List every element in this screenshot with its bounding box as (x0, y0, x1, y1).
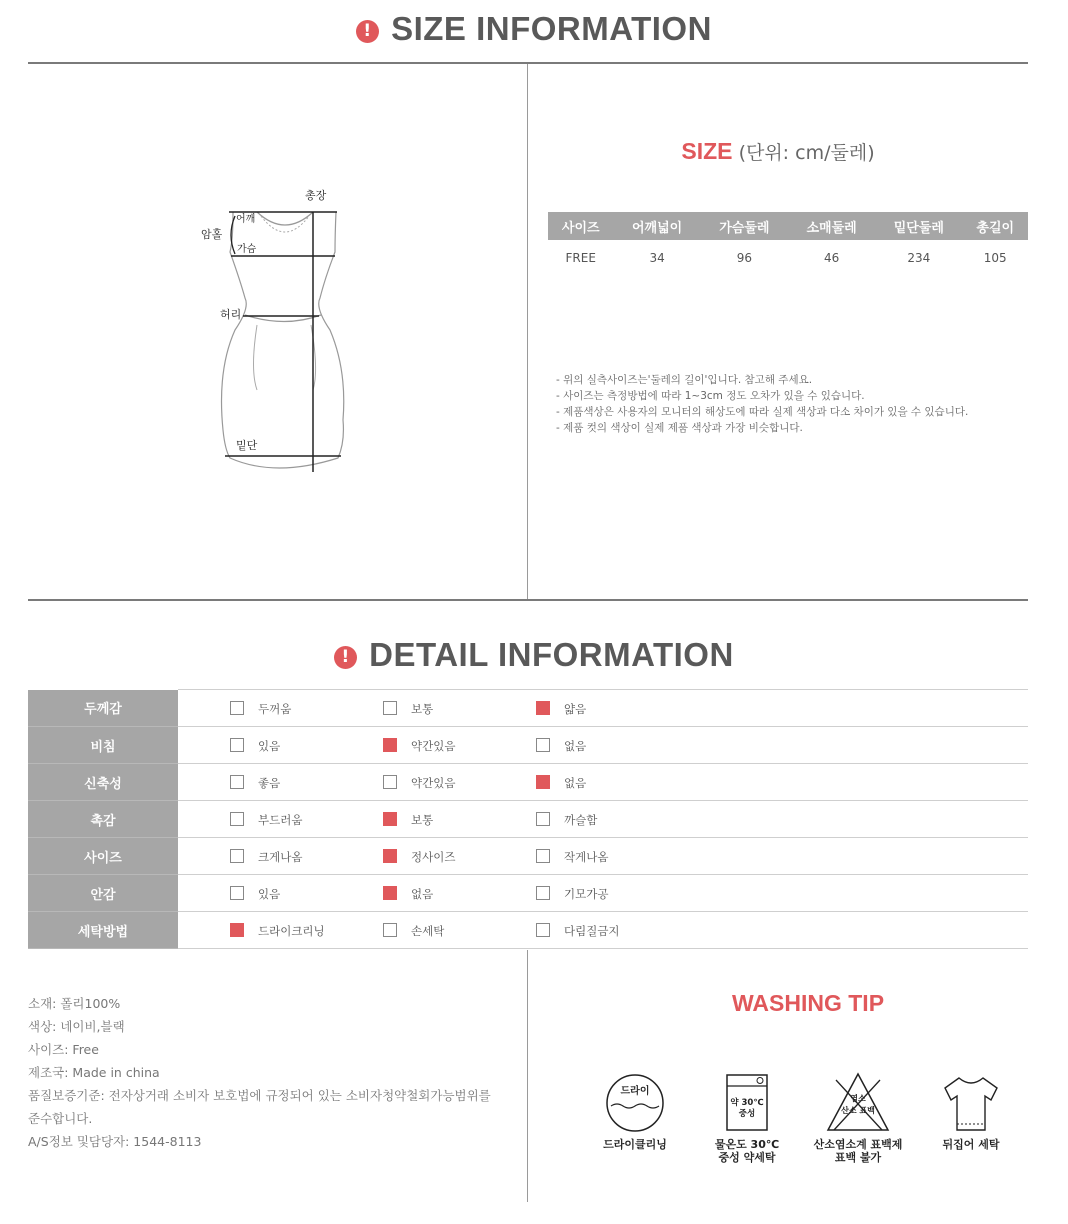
detail-row-label: 비침 (28, 727, 178, 764)
svg-text:산소 표백: 산소 표백 (841, 1106, 875, 1115)
washing-tip-title: WASHING TIP (731, 990, 885, 1016)
svg-text:드라이: 드라이 (620, 1086, 650, 1097)
chest-label: 가슴 (237, 244, 257, 255)
checkbox-checked[interactable] (383, 886, 397, 900)
checkbox-unchecked[interactable] (536, 738, 550, 752)
inside-out-icon (939, 1072, 1003, 1134)
detail-option[interactable] (536, 923, 689, 939)
detail-option-label: 있음 (258, 887, 281, 901)
detail-option-label: 부드러움 (258, 813, 303, 827)
detail-option-label: 없음 (564, 776, 587, 790)
detail-info-title: ! DETAIL INFORMATION (0, 636, 1068, 674)
detail-option[interactable] (383, 886, 536, 902)
detail-row (28, 801, 1028, 838)
table-row: FREE 34 96 46 234 105 (565, 250, 1007, 265)
washing-item: 약 30℃ 중성 물온도 30℃ 중성 약세탁 (692, 1072, 802, 1164)
checkbox-unchecked[interactable] (536, 886, 550, 900)
product-info: 소재: 폴리100% 색상: 네이비,블랙 사이즈: Free 제조국: Made in china 품질보증기준: 전자상거래 소비자 보호법에 규정되어 있는 소비자청약철회가능범위를 준수합니다. A/S정보 및담당자: 1544-8113 (28, 996, 491, 1149)
detail-option[interactable] (230, 923, 383, 939)
detail-option-label: 드라이크리닝 (258, 924, 325, 938)
checkbox-unchecked[interactable] (383, 923, 397, 937)
size-table (548, 212, 1028, 275)
detail-row-label: 신축성 (28, 764, 178, 801)
checkbox-unchecked[interactable] (230, 849, 244, 863)
detail-option-label: 두꺼움 (258, 702, 292, 716)
detail-option-label: 보통 (411, 813, 434, 827)
waist-label: 허리 (220, 308, 242, 321)
armhole-label: 암홀 (201, 228, 223, 241)
detail-option[interactable] (230, 812, 383, 828)
detail-option[interactable] (536, 812, 689, 828)
checkbox-checked[interactable] (536, 775, 550, 789)
svg-text:약 30℃: 약 30℃ (730, 1098, 764, 1108)
detail-row (28, 875, 1028, 912)
detail-option[interactable] (230, 775, 383, 791)
detail-option[interactable] (536, 738, 689, 754)
detail-option-label: 약간있음 (411, 776, 456, 790)
size-heading: SIZE (단위: cm/둘레) (681, 138, 875, 164)
washing-item: 염소 산소 표백 산소염소계 표백제 표백 불가 (803, 1072, 913, 1164)
checkbox-unchecked[interactable] (536, 849, 550, 863)
divider (527, 950, 528, 1202)
checkbox-unchecked[interactable] (230, 701, 244, 715)
no-bleach-icon (826, 1072, 890, 1134)
detail-option-label: 크게나옴 (258, 850, 303, 864)
detail-option[interactable] (383, 738, 536, 754)
detail-option-label: 보통 (411, 702, 434, 716)
detail-row (28, 838, 1028, 875)
detail-option[interactable] (383, 775, 536, 791)
detail-option[interactable] (230, 886, 383, 902)
washing-item: 뒤집어 세탁 (916, 1072, 1026, 1151)
detail-option[interactable] (536, 886, 689, 902)
alert-icon: ! (334, 646, 357, 669)
shoulder-label: 어깨 (236, 214, 256, 225)
size-table-header: 사이즈 어깨넓이 가슴둘레 소매둘레 밑단둘레 총길이 (548, 212, 1028, 240)
checkbox-checked[interactable] (536, 701, 550, 715)
detail-row-label: 촉감 (28, 801, 178, 838)
detail-option[interactable] (536, 701, 689, 717)
detail-row (28, 764, 1028, 801)
detail-option-label: 약간있음 (411, 739, 456, 753)
detail-option-label: 없음 (564, 739, 587, 753)
wash-30-icon (715, 1072, 779, 1134)
size-info-title: ! SIZE INFORMATION (0, 10, 1068, 48)
detail-row-label: 사이즈 (28, 838, 178, 875)
detail-option[interactable] (383, 923, 536, 939)
detail-row-label: 두께감 (28, 690, 178, 727)
length-label: 총장 (305, 189, 327, 202)
checkbox-checked[interactable] (383, 738, 397, 752)
detail-option-label: 다림질금지 (564, 924, 620, 938)
detail-option[interactable] (383, 701, 536, 717)
checkbox-checked[interactable] (230, 923, 244, 937)
hem-label: 밑단 (236, 439, 258, 452)
checkbox-unchecked[interactable] (230, 886, 244, 900)
detail-option-label: 좋음 (258, 776, 281, 790)
detail-row-label: 세탁방법 (28, 912, 178, 949)
detail-option[interactable] (383, 849, 536, 865)
detail-option-label: 얇음 (564, 702, 587, 716)
divider (28, 62, 1028, 64)
detail-row-label: 안감 (28, 875, 178, 912)
detail-row (28, 690, 1028, 727)
detail-option-label: 없음 (411, 887, 434, 901)
washing-item: 드라이 드라이클리닝 (580, 1072, 690, 1151)
detail-option[interactable] (383, 812, 536, 828)
svg-text:중성: 중성 (738, 1109, 756, 1119)
detail-option-label: 기모가공 (564, 887, 609, 901)
checkbox-unchecked[interactable] (230, 738, 244, 752)
detail-option-label: 까슬함 (564, 813, 598, 827)
checkbox-unchecked[interactable] (383, 701, 397, 715)
detail-row (28, 727, 1028, 764)
detail-option[interactable] (230, 738, 383, 754)
checkbox-unchecked[interactable] (230, 812, 244, 826)
detail-option[interactable] (536, 849, 689, 865)
checkbox-unchecked[interactable] (230, 775, 244, 789)
dry-clean-icon (603, 1072, 667, 1134)
dress-measurement-diagram (195, 180, 365, 480)
detail-option[interactable] (230, 701, 383, 717)
checkbox-unchecked[interactable] (536, 812, 550, 826)
detail-option[interactable] (230, 849, 383, 865)
checkbox-checked[interactable] (383, 812, 397, 826)
detail-option-label: 손세탁 (411, 924, 445, 938)
detail-option-label: 있음 (258, 739, 281, 753)
checkbox-unchecked[interactable] (536, 923, 550, 937)
checkbox-checked[interactable] (383, 849, 397, 863)
svg-text:염소: 염소 (850, 1094, 866, 1103)
size-notes: - 위의 실측사이즈는'둘레의 길이'입니다. 참고해 주세요. - 사이즈는 측정방법에 따라 1~3cm 정도 오차가 있을 수 있습니다. - 제품색상은 사용자의 모니터의 해상도에 따라 실제 색상과 다소 차이가 있을 수 있습니다. - 제품 컷의 색상이 실제 제품 색상과 가장 비슷합니다. (556, 374, 969, 434)
detail-option-label: 정사이즈 (411, 850, 456, 864)
detail-table (28, 689, 1028, 949)
detail-row (28, 912, 1028, 949)
alert-icon: ! (356, 20, 379, 43)
divider (28, 599, 1028, 601)
detail-option-label: 작게나옴 (564, 850, 609, 864)
checkbox-unchecked[interactable] (383, 775, 397, 789)
detail-option[interactable] (536, 775, 689, 791)
